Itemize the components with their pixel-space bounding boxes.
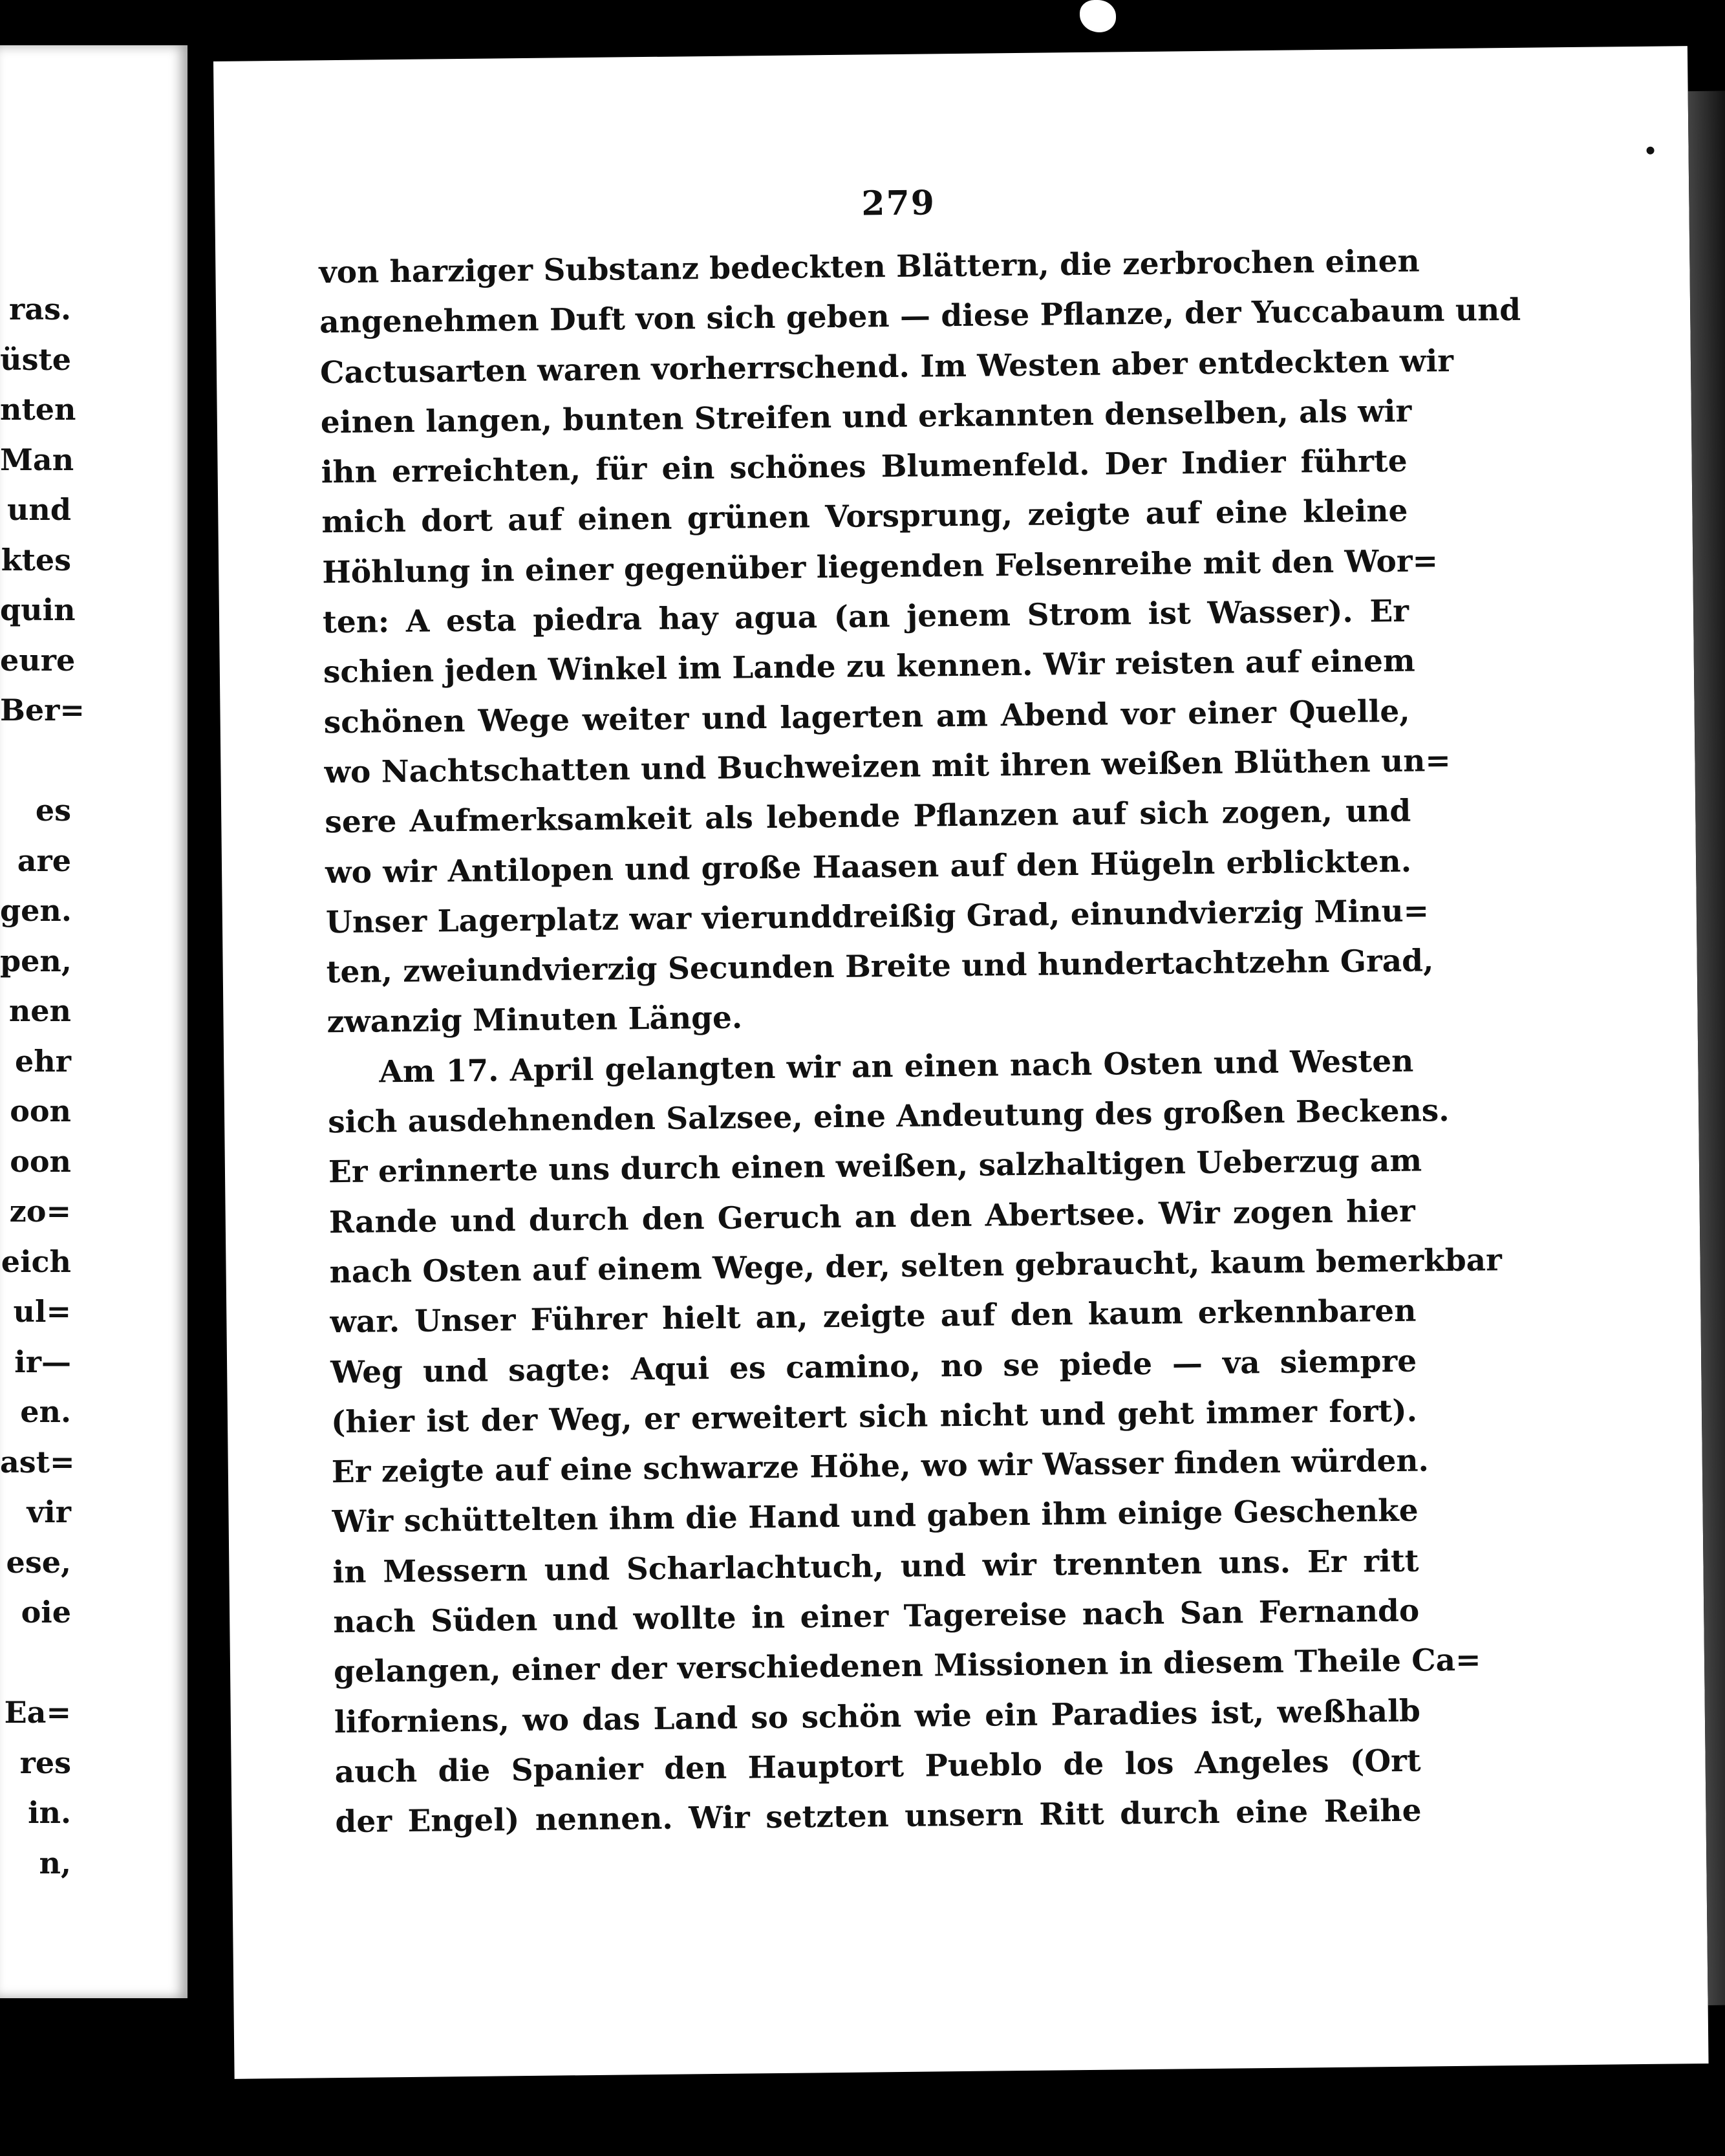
text-line: Wir schüttelten ihm die Hand und gaben ihm einige Geschenke — [332, 1493, 1419, 1540]
previous-page — [0, 45, 188, 1998]
text-line: Er erinnerte uns durch einen weißen, salzhaltigen Ueberzug am — [328, 1143, 1422, 1191]
text-line: ihn erreichten, für ein schönes Blumenfeld. Der Indier führte — [321, 443, 1408, 491]
text-line: zwanzig Minuten Länge. — [327, 1000, 743, 1040]
text-line: sich ausdehnenden Salzsee, eine Andeutung des großen Beckens. — [327, 1093, 1450, 1141]
previous-page-fragment: Man — [0, 442, 74, 477]
text-line: Am 17. April gelangten wir an einen nach Osten und Westen — [379, 1043, 1414, 1090]
text-line: gelangen, einer der verschiedenen Missionen in diesem Theile Ca= — [333, 1642, 1481, 1690]
previous-page-fragment: en. — [20, 1394, 71, 1429]
previous-page-fragment: gen. — [0, 893, 72, 928]
book-page — [213, 46, 1709, 2079]
previous-page-fragment: Ea= — [4, 1695, 71, 1730]
text-line: sere Aufmerksamkeit als lebende Pflanzen auf sich zogen, und — [325, 793, 1411, 841]
text-line: mich dort auf einen grünen Vorsprung, zeigte auf eine kleine — [321, 493, 1408, 541]
previous-page-fragment: oie — [21, 1595, 71, 1630]
previous-page-fragment: ul= — [13, 1294, 71, 1329]
previous-page-fragment: nen — [8, 993, 71, 1028]
text-line: schönen Wege weiter und lagerten am Abend vor einer Quelle, — [323, 693, 1410, 740]
previous-page-fragment: ehr — [15, 1043, 71, 1079]
text-line: ten, zweiundvierzig Secunden Breite und hundertachtzehn Grad, — [326, 943, 1434, 991]
previous-page-fragment: oon — [10, 1094, 71, 1128]
text-line: nach Osten auf einem Wege, der, selten gebraucht, kaum bemerkbar — [329, 1242, 1503, 1291]
text-line: angenehmen Duft von sich geben — diese Pflanze, der Yuccabaum und — [319, 292, 1521, 341]
text-line: Unser Lagerplatz war vierunddreißig Grad, einundvierzig Minu= — [325, 893, 1430, 941]
text-line: ten: A esta piedra hay agua (an jenem Strom ist Wasser). Er — [322, 593, 1409, 641]
page-edge-shadow — [1688, 91, 1725, 2005]
previous-page-fragment: ast= — [0, 1444, 75, 1480]
text-line: schien jeden Winkel im Lande zu kennen. Wir reisten auf einem — [323, 643, 1415, 691]
previous-page-fragment: ras. — [9, 292, 71, 327]
previous-page-fragment: quin — [0, 592, 76, 627]
text-line: war. Unser Führer hielt an, zeigte auf den kaum erkennbaren — [330, 1293, 1417, 1341]
previous-page-fragment: eich — [1, 1244, 71, 1279]
previous-page-fragment: ese, — [6, 1544, 71, 1580]
text-line: Weg und sagte: Aqui es camino, no se piede — va siempre — [330, 1343, 1417, 1390]
text-line: nach Süden und wollte in einer Tagereise nach San Fernando — [332, 1593, 1420, 1641]
binding-mark — [1080, 0, 1116, 32]
previous-page-fragment: eure — [0, 642, 76, 678]
text-line: wo Nachtschatten und Buchweizen mit ihren weißen Blüthen un= — [324, 742, 1452, 791]
previous-page-fragment: und — [6, 492, 71, 527]
text-line: Rande und durch den Geruch an den Abertsee. Wir zogen hier — [328, 1193, 1416, 1240]
text-line: einen langen, bunten Streifen und erkannten denselben, als wir — [320, 393, 1412, 441]
previous-page-gap — [0, 1638, 71, 1688]
previous-page-line-endings — [0, 285, 85, 1888]
page-number: 279 — [861, 183, 936, 224]
text-line: liforniens, wo das Land so schön wie ein Paradies ist, weßhalb — [334, 1693, 1421, 1740]
previous-page-fragment: res — [19, 1745, 71, 1780]
previous-page-fragment: in. — [28, 1795, 71, 1830]
previous-page-fragment: Ber= — [0, 693, 85, 728]
body-text — [319, 237, 1521, 1848]
print-speck — [1647, 147, 1655, 155]
previous-page-fragment: nten — [0, 392, 76, 427]
previous-page-fragment: oon — [10, 1143, 71, 1179]
text-line: von harziger Substanz bedeckten Blättern, die zerbrochen einen — [319, 243, 1420, 291]
previous-page-fragment: are — [17, 843, 71, 878]
text-line: auch die Spanier den Hauptort Pueblo de los Angeles (Ort — [334, 1743, 1421, 1791]
previous-page-fragment: ir— — [14, 1344, 71, 1379]
previous-page-gap — [0, 736, 71, 786]
previous-page-fragment: n, — [39, 1845, 71, 1881]
text-line: wo wir Antilopen und große Haasen auf den Hügeln erblickten. — [325, 843, 1412, 890]
previous-page-fragment: es — [35, 793, 71, 828]
previous-page-fragment: pen, — [0, 943, 72, 978]
previous-page-fragment: ktes — [1, 542, 71, 577]
text-line: Höhlung in einer gegenüber liegenden Felsenreihe mit den Wor= — [321, 543, 1439, 591]
text-line: Er zeigte auf eine schwarze Höhe, wo wir Wasser finden würden. — [331, 1443, 1430, 1491]
text-line: der Engel) nennen. Wir setzten unsern Ritt durch eine Reihe — [335, 1793, 1422, 1840]
previous-page-fragment: üste — [0, 341, 71, 377]
previous-page-fragment: zo= — [9, 1194, 71, 1229]
text-line: (hier ist der Weg, er erweitert sich nicht und geht immer fort). — [330, 1393, 1418, 1441]
previous-page-fragment: vir — [27, 1494, 71, 1529]
text-line: in Messern und Scharlachtuch, und wir trennten uns. Er ritt — [332, 1543, 1419, 1590]
text-line: Cactusarten waren vorherrschend. Im Westen aber entdeckten wir — [319, 343, 1454, 391]
